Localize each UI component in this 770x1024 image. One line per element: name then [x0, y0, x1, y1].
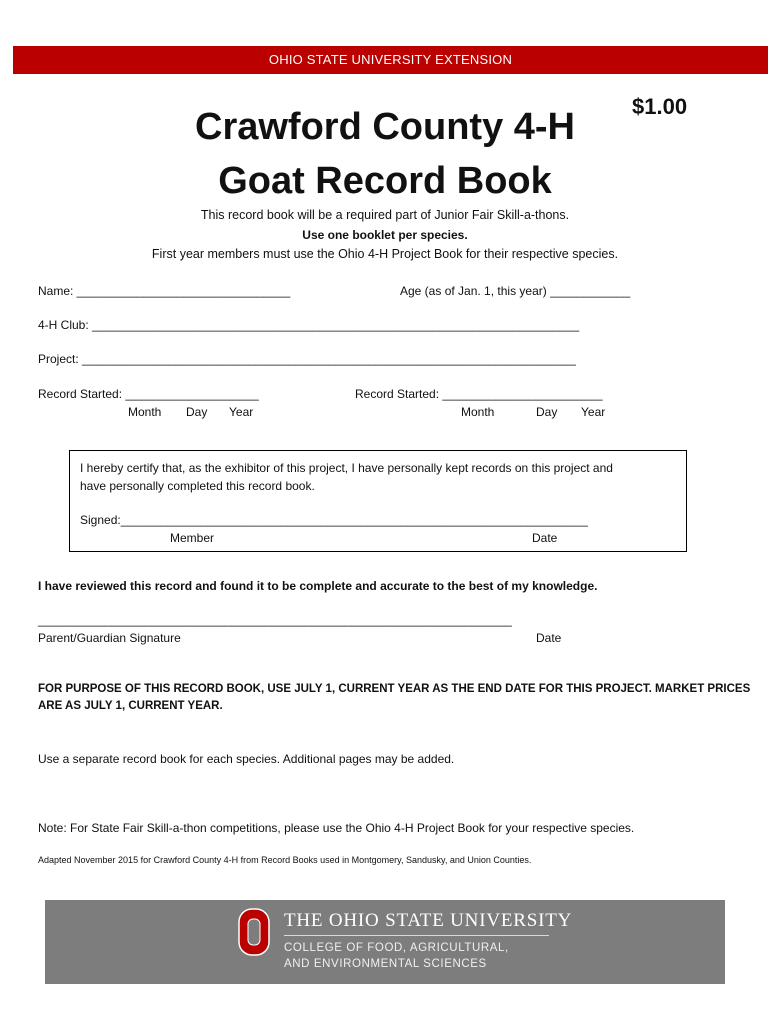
- intro-line-1: This record book will be a required part of Junior Fair Skill-a-thons.: [200, 208, 570, 222]
- title-line-2: Goat Record Book: [218, 160, 552, 202]
- record-started-field-2[interactable]: Record Started: ________________________: [355, 387, 603, 401]
- adapted-note: Adapted November 2015 for Crawford County 4-H from Record Books used in Montgomery, Sandusky, and Union Counties.: [38, 855, 532, 865]
- review-statement: I have reviewed this record and found it to be complete and accurate to the best of my knowledge.: [38, 579, 598, 593]
- intro-line-3: First year members must use the Ohio 4-H Project Book for their respective species.: [151, 247, 619, 261]
- day-label-1: Day: [186, 405, 208, 419]
- age-field[interactable]: Age (as of Jan. 1, this year) ____________: [400, 284, 631, 298]
- college-name: [284, 940, 509, 972]
- state-fair-note: Note: For State Fair Skill-a-thon competitions, please use the Ohio 4-H Project Book for your respective species.: [38, 821, 635, 835]
- purpose-note-line-2: ARE AS JULY 1, CURRENT YEAR.: [38, 700, 223, 712]
- purpose-note-line-1: FOR PURPOSE OF THIS RECORD BOOK, USE JULY 1, CURRENT YEAR AS THE END DATE FOR THIS PROJECT. MARKET PRICES: [38, 683, 751, 695]
- certification-text-1: I hereby certify that, as the exhibitor of this project, I have personally kept records on this project and: [80, 461, 613, 475]
- parent-signature-label: Parent/Guardian Signature: [38, 631, 181, 645]
- club-field[interactable]: 4-H Club: _________________________________________________________________________: [38, 318, 580, 332]
- parent-signature-line[interactable]: _______________________________________________________________________: [38, 613, 512, 627]
- month-label-2: Month: [461, 405, 495, 419]
- record-started-field-1[interactable]: Record Started: ____________________: [38, 387, 259, 401]
- price-label: $1.00: [632, 94, 688, 119]
- year-label-2: Year: [581, 405, 606, 419]
- parent-date-label: Date: [536, 631, 562, 645]
- title-line-1: Crawford County 4-H: [195, 106, 575, 148]
- extension-header-text: OHIO STATE UNIVERSITY EXTENSION: [268, 52, 513, 67]
- university-name: THE OHIO STATE UNIVERSITY: [284, 910, 573, 931]
- footer-divider: [284, 935, 549, 936]
- month-label-1: Month: [128, 405, 162, 419]
- certification-text-2: have personally completed this record book.: [80, 479, 315, 493]
- extension-header-bar: [13, 46, 768, 74]
- block-o-logo-icon: [238, 908, 270, 956]
- college-name-line-2: AND ENVIRONMENTAL SCIENCES: [284, 958, 487, 970]
- day-label-2: Day: [536, 405, 558, 419]
- college-name-line-1: COLLEGE OF FOOD, AGRICULTURAL,: [284, 942, 509, 954]
- separate-book-note: Use a separate record book for each species. Additional pages may be added.: [38, 752, 455, 766]
- member-date-label: Date: [532, 531, 558, 545]
- project-field[interactable]: Project: __________________________________________________________________________: [38, 352, 576, 366]
- name-field[interactable]: Name: ________________________________: [38, 284, 291, 298]
- member-signature-field[interactable]: Signed:______________________________________________________________________: [80, 513, 588, 527]
- page-title: [120, 100, 650, 208]
- year-label-1: Year: [229, 405, 254, 419]
- member-label: Member: [170, 531, 215, 545]
- intro-line-2: Use one booklet per species.: [302, 228, 468, 242]
